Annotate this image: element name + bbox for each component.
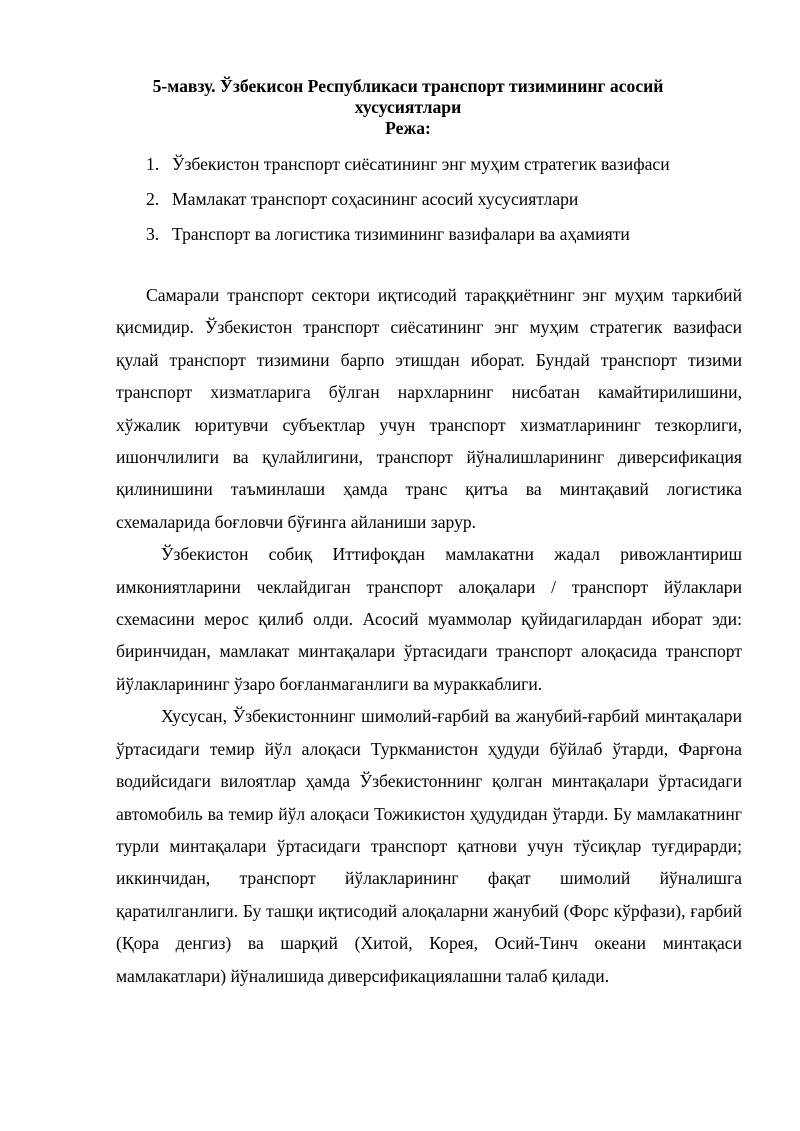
body-paragraph: Ўзбекистон собиқ Иттифоқдан мамлакатни жадал ривожлантириш имкониятларини чеклайдиган транспорт алоқалари / транспорт йўлаклари схемасини мерос қилиб олди. Асосий муаммолар қуйидагилардан иборат эди: биринчидан, мамлакат минтақалари ўртасидаги транспорт алоқасида транспорт йўлакларининг ўзаро боғланмаганлиги ва мураккаблиги. — [116, 544, 742, 694]
plan-item-number: 2. — [146, 189, 160, 209]
plan-item — [146, 185, 670, 220]
plan-heading: Режа: — [385, 118, 431, 138]
body-paragraph: Хусусан, Ўзбекистоннинг шимолий-ғарбий ва жанубий-ғарбий минтақалари ўртасидаги темир йўл алоқаси Туркманистон ҳудуди бўйлаб ўтарди, Фарғона водийсидаги вилоятлар ҳамда Ўзбекистоннинг қолган минтақалари ўртасидаги автомобиль ва темир йўл алоқаси Тожикистон ҳудудидан ўтарди. Бу мамлакатнинг турли минтақалари ўртасидаги транспорт қатнови учун тўсиқлар туғдирарди; иккинчидан, транспорт йўлакларининг фақат шимолий йўналишга қаратилганлиги. Бу ташқи иқтисодий алоқаларни жанубий (Форс кўрфази), ғарбий (Қора денгиз) ва шарқий (Хитой, Корея, Осий-Тинч океани минтақаси мамлакатлари) йўналишида диверсификациялашни талаб қилади. — [116, 706, 742, 986]
plan-item — [146, 150, 670, 185]
plan-list — [146, 150, 670, 255]
plan-item-text: Транспорт ва логистика тизимининг вазифалари ва аҳамияти — [172, 224, 630, 244]
document-body — [116, 279, 742, 992]
plan-item-text: Ўзбекистон транспорт сиёсатининг энг муҳим стратегик вазифаси — [172, 154, 670, 174]
document-title: 5-мавзу. Ўзбекисон Республикаси транспорт тизимининг асосий хусусиятлари — [152, 76, 664, 117]
plan-item-number: 1. — [146, 154, 160, 174]
plan-item — [146, 220, 670, 255]
document-title-block — [110, 76, 706, 139]
plan-item-text: Мамлакат транспорт соҳасининг асосий хусусиятлари — [172, 189, 579, 209]
body-paragraph: Самарали транспорт сектори иқтисодий тараққиётнинг энг муҳим таркибий қисмидир. Ўзбекистон транспорт сиёсатининг энг муҳим стратегик вазифаси қулай транспорт тизимини барпо этишдан иборат. Бундай транспорт тизими транспорт хизматларига бўлган нархларнинг нисбатан камайтирилишини, хўжалик юритувчи субъектлар учун транспорт хизматларининг тезкорлиги, ишончлилиги ва қулайлигини, транспорт йўналишларининг диверсификация қилинишини таъминлаши ҳамда транс қитъа ва минтақавий логистика схемаларида боғловчи бўғинга айланиши зарур. — [116, 285, 742, 532]
plan-item-number: 3. — [146, 224, 160, 244]
